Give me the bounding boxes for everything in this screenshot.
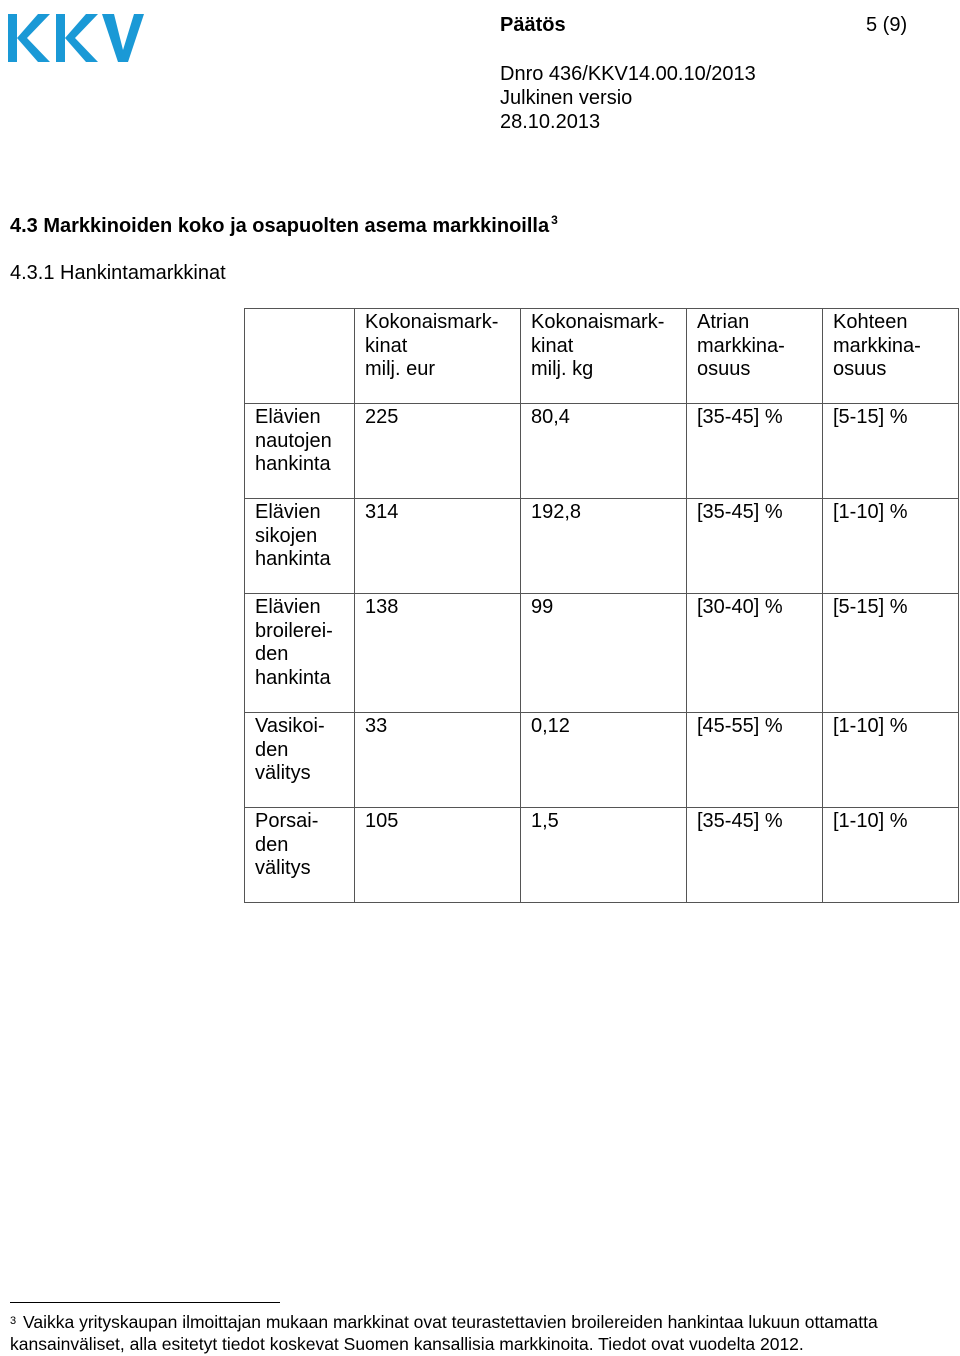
table-cell: 1,5	[521, 808, 687, 903]
table-cell: [45-55] %	[687, 713, 823, 808]
table-cell: [1-10] %	[823, 808, 959, 903]
footnote-text: Vaikka yrityskaupan ilmoittajan mukaan markkinat ovat teurastettavien broilereiden hankintaa lukuun ottamatta kansainväliset, alla esitetyt tiedot koskevat Suomen kansallisia markkinoita. Tiedot ovat vuodelta 2012.	[10, 1312, 878, 1354]
table-cell: 99	[521, 594, 687, 713]
kkv-logo	[8, 12, 144, 64]
header-cell: Kokonaismark- kinat milj. eur	[355, 309, 521, 404]
footnote-divider	[10, 1302, 280, 1303]
subsection-heading: 4.3.1 Hankintamarkkinat	[10, 262, 226, 284]
table-cell: [5-15] %	[823, 404, 959, 499]
table-cell: [35-45] %	[687, 808, 823, 903]
document-type-title: Päätös	[500, 14, 566, 36]
section-heading	[10, 215, 558, 238]
row-label: Elävien broilerei- den hankinta	[245, 594, 355, 713]
footnote-number: 3	[10, 1315, 17, 1327]
table-cell: 138	[355, 594, 521, 713]
header-cell: Kokonaismark- kinat milj. kg	[521, 309, 687, 404]
market-share-table	[244, 308, 959, 903]
footnote-ref: 3	[551, 213, 558, 227]
table-cell: [30-40] %	[687, 594, 823, 713]
row-label: Vasikoi- den välitys	[245, 713, 355, 808]
table-row	[245, 808, 959, 903]
header-cell: Kohteen markkina- osuus	[823, 309, 959, 404]
row-label: Elävien nautojen hankinta	[245, 404, 355, 499]
row-label: Porsai- den välitys	[245, 808, 355, 903]
header-cell-empty	[245, 309, 355, 404]
table-cell: [5-15] %	[823, 594, 959, 713]
table-header-row	[245, 309, 959, 404]
table-cell: 0,12	[521, 713, 687, 808]
page-number: 5 (9)	[866, 14, 908, 36]
document-number: Dnro 436/KKV14.00.10/2013	[500, 63, 756, 85]
section-heading-text: 4.3 Markkinoiden koko ja osapuolten asema markkinoilla	[10, 215, 550, 237]
table-cell: [35-45] %	[687, 404, 823, 499]
table-cell: [35-45] %	[687, 499, 823, 594]
table-row	[245, 713, 959, 808]
header-cell: Atrian markkina- osuus	[687, 309, 823, 404]
table-cell: [1-10] %	[823, 499, 959, 594]
document-meta	[500, 62, 756, 134]
table-cell: 192,8	[521, 499, 687, 594]
table-row	[245, 404, 959, 499]
document-version: Julkinen versio	[500, 87, 633, 109]
table-cell: 33	[355, 713, 521, 808]
table-row	[245, 594, 959, 713]
table-cell: 105	[355, 808, 521, 903]
table-cell: 314	[355, 499, 521, 594]
table-cell: 225	[355, 404, 521, 499]
table-cell: [1-10] %	[823, 713, 959, 808]
footnote	[10, 1311, 955, 1355]
table-cell: 80,4	[521, 404, 687, 499]
table-row	[245, 499, 959, 594]
document-date: 28.10.2013	[500, 111, 601, 133]
row-label: Elävien sikojen hankinta	[245, 499, 355, 594]
